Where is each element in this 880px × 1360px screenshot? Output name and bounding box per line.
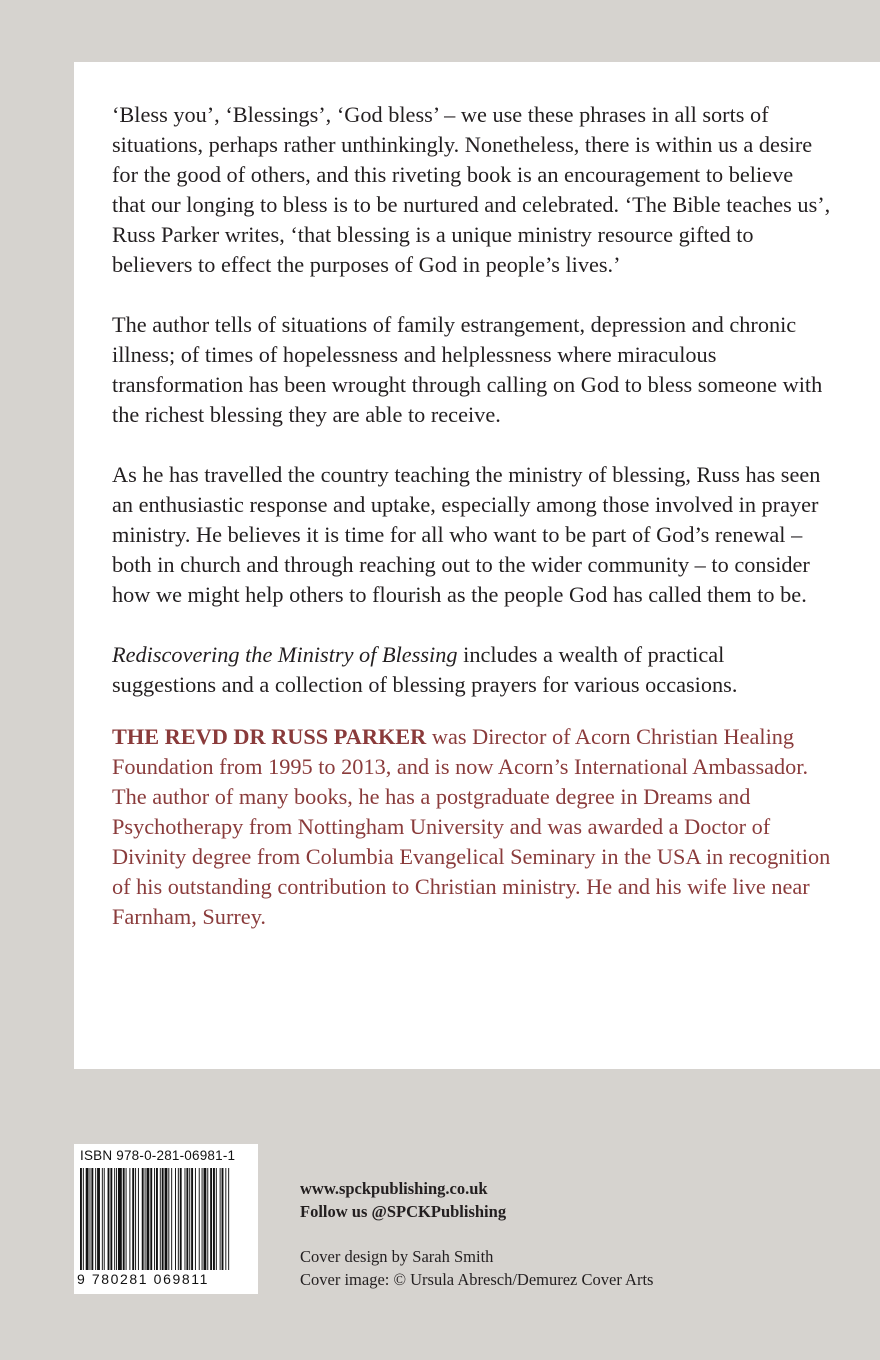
author-name: THE REVD DR RUSS PARKER xyxy=(112,724,427,749)
author-bio-text: was Director of Acorn Christian Healing Foundation from 1995 to 2013, and is now Acorn’s International Ambassador. The author of many books, he has a postgraduate degree in Dreams and Psychotherapy from Nottingham University and was awarded a Doctor of Divinity degree from Columbia Evangelical Seminary in the USA in recognition of his outstanding contribution to Christian ministry. He and his wife live near Farnham, Surrey. xyxy=(112,724,831,929)
cover-design-credit: Cover design by Sarah Smith xyxy=(300,1247,494,1266)
publisher-website: www.spckpublishing.co.uk xyxy=(300,1179,488,1198)
blurb-paragraph-4-rest: includes a wealth of practical suggestions and a collection of blessing prayers for various occasions. xyxy=(112,642,738,697)
isbn-label: ISBN 978-0-281-06981-1 xyxy=(80,1148,236,1163)
blurb-paragraph-3: As he has travelled the country teaching the ministry of blessing, Russ has seen an enthusiastic response and uptake, especially among those involved in prayer ministry. He believes it is time for all who want to be part of God’s renewal – both in church and through reaching out to the wider community – to consider how we might help others to flourish as the people God has called them to be. xyxy=(112,462,821,607)
blurb-text xyxy=(112,100,832,962)
publisher-social: Follow us @SPCKPublishing xyxy=(300,1202,507,1221)
blurb-paragraph-2: The author tells of situations of family estrangement, depression and chronic illness; of times of hopelessness and helplessness where miraculous transformation has been wrought through calling on God to bless someone with the richest blessing they are able to receive. xyxy=(112,312,823,427)
barcode-image xyxy=(78,1168,254,1270)
author-bio xyxy=(112,722,832,932)
blurb-paragraph-1: ‘Bless you’, ‘Blessings’, ‘God bless’ – we use these phrases in all sorts of situations, perhaps rather unthinkingly. Nonetheless, there is within us a desire for the good of others, and this riveting book is an encouragement to believe that our longing to bless is to be nurtured and celebrated. ‘The Bible teaches us’, Russ Parker writes, ‘that blessing is a unique ministry resource gifted to believers to effect the purposes of God in people’s lives.’ xyxy=(112,102,831,277)
publisher-info xyxy=(300,1177,653,1291)
barcode-digits: 9 780281 069811 xyxy=(77,1271,209,1287)
book-title: Rediscovering the Ministry of Blessing xyxy=(112,642,458,667)
cover-image-credit: Cover image: © Ursula Abresch/Demurez Cover Arts xyxy=(300,1270,654,1289)
blurb-paragraph-4 xyxy=(112,640,832,700)
isbn-barcode-box xyxy=(74,1144,258,1294)
